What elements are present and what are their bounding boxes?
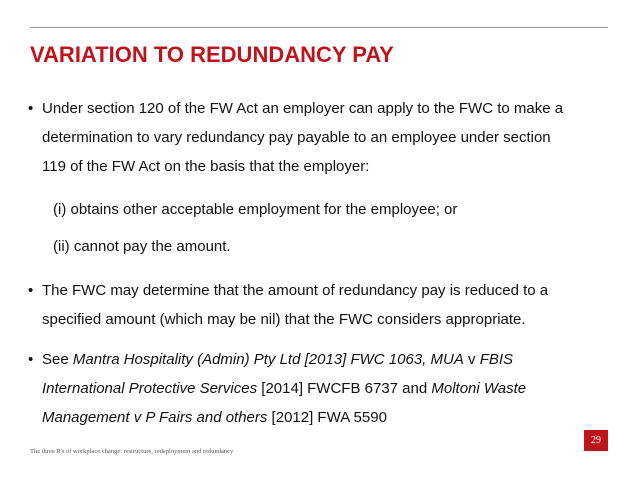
slide-title: VARIATION TO REDUNDANCY PAY bbox=[30, 42, 394, 67]
bullet-2-line-1: The FWC may determine that the amount of redundancy pay is reduced to a bbox=[42, 282, 549, 299]
case-moltoni-start: Moltoni Waste bbox=[431, 380, 527, 397]
bullet-marker: • bbox=[28, 282, 34, 299]
case-fbis-start: FBIS bbox=[479, 351, 514, 368]
bullet-marker: • bbox=[28, 351, 34, 368]
footer-text: The three R's of workplace change: restructure, redeployment and redundancy bbox=[30, 448, 234, 455]
bullet-2-line-2: specified amount (which may be nil) that the FWC considers appropriate. bbox=[42, 311, 526, 328]
bullet-3-line-1 bbox=[42, 351, 513, 368]
bullet-1-line-2: determination to vary redundancy pay payable to an employee under section bbox=[42, 129, 551, 146]
case-fbis-end: International Protective Services bbox=[42, 380, 258, 397]
bullet-1-line-3: 119 of the FW Act on the basis that the employer: bbox=[42, 158, 370, 175]
bullet-1-line-1: Under section 120 of the FW Act an employer can apply to the FWC to make a bbox=[42, 100, 564, 117]
text-see: See bbox=[42, 351, 73, 368]
citation-fwa: [2012] FWA 5590 bbox=[267, 409, 387, 426]
sub-item-ii: (ii) cannot pay the amount. bbox=[53, 238, 231, 255]
page-number-badge: 29 bbox=[584, 430, 608, 451]
text-versus: v bbox=[463, 351, 480, 368]
bullet-marker: • bbox=[28, 100, 34, 117]
case-mantra: Mantra Hospitality (Admin) Pty Ltd [2013] FWC 1063, MUA bbox=[72, 351, 464, 368]
bullet-3-line-3 bbox=[42, 409, 387, 426]
bullet-3-line-2 bbox=[42, 380, 526, 397]
top-divider bbox=[30, 27, 608, 28]
sub-item-i: (i) obtains other acceptable employment for the employee; or bbox=[53, 201, 458, 218]
case-moltoni-end: Management v P Fairs and others bbox=[42, 409, 268, 426]
citation-fwcfb: [2014] FWCFB 6737 and bbox=[257, 380, 432, 397]
